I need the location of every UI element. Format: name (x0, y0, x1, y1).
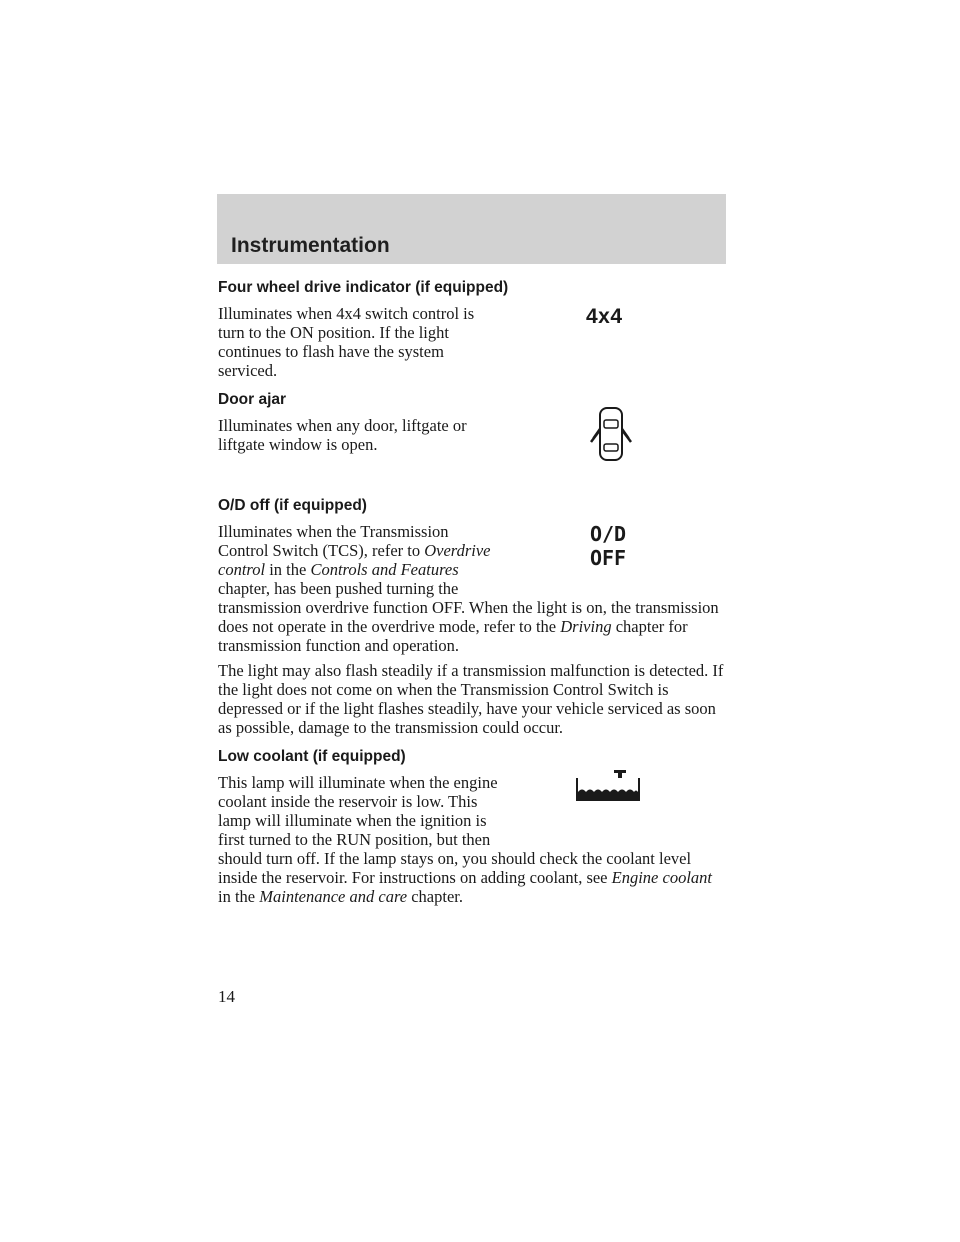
low-coolant-body: This lamp will illuminate when the engine coolant inside the reservoir is low. This lamp will illuminate when the ignition is first turned to the RUN position, but then should turn off. If the lamp stays on, you should check the coolant level inside the reservoir. For instructions on adding coolant, see Engine coolant in the Maintenance and care chapter. (218, 773, 712, 906)
od-icon-spacer (498, 522, 728, 598)
od-off-heading: O/D off (if equipped) (218, 497, 367, 514)
coolant-icon-spacer (498, 773, 728, 849)
od-off-body: Illuminates when the Transmission Control Switch (TCS), refer to Overdrive control in the Controls and Features chapter, has been pushed turning the transmission overdrive function OFF. When the light is on, the transmission does not operate in the overdrive mode, refer to the Driving chapter for transmission function and operation. (218, 522, 719, 655)
door-ajar-section (218, 390, 728, 454)
od-off-section (218, 496, 728, 737)
four-wheel-drive-section (218, 278, 728, 380)
door-ajar-heading: Door ajar (218, 391, 287, 408)
four-by-four-indicator-icon: 4x4 (586, 305, 623, 328)
door-ajar-body: Illuminates when any door, liftgate or liftgate window is open. (218, 416, 467, 454)
four-wheel-drive-heading: Four wheel drive indicator (if equipped) (218, 279, 509, 296)
od-icon-line1: O/D (589, 522, 627, 546)
od-off-body-malfunction: The light may also flash steadily if a transmission malfunction is detected. If the light does not come on when the Transmission Control Switch is depressed or if the light flashes steadily, have your vehicle serviced as soon as possible, damage to the transmission could occur. (218, 661, 724, 737)
page-number: 14 (218, 987, 235, 1006)
low-coolant-section (218, 747, 728, 906)
low-coolant-heading: Low coolant (if equipped) (218, 748, 406, 765)
section-header-band (217, 194, 726, 264)
four-wheel-drive-body: Illuminates when 4x4 switch control is turn to the ON position. If the light continues to flash have the system serviced. (218, 304, 475, 380)
page-content (218, 278, 728, 906)
od-icon-line2: OFF (589, 546, 627, 570)
page-section-title: Instrumentation (231, 234, 390, 257)
